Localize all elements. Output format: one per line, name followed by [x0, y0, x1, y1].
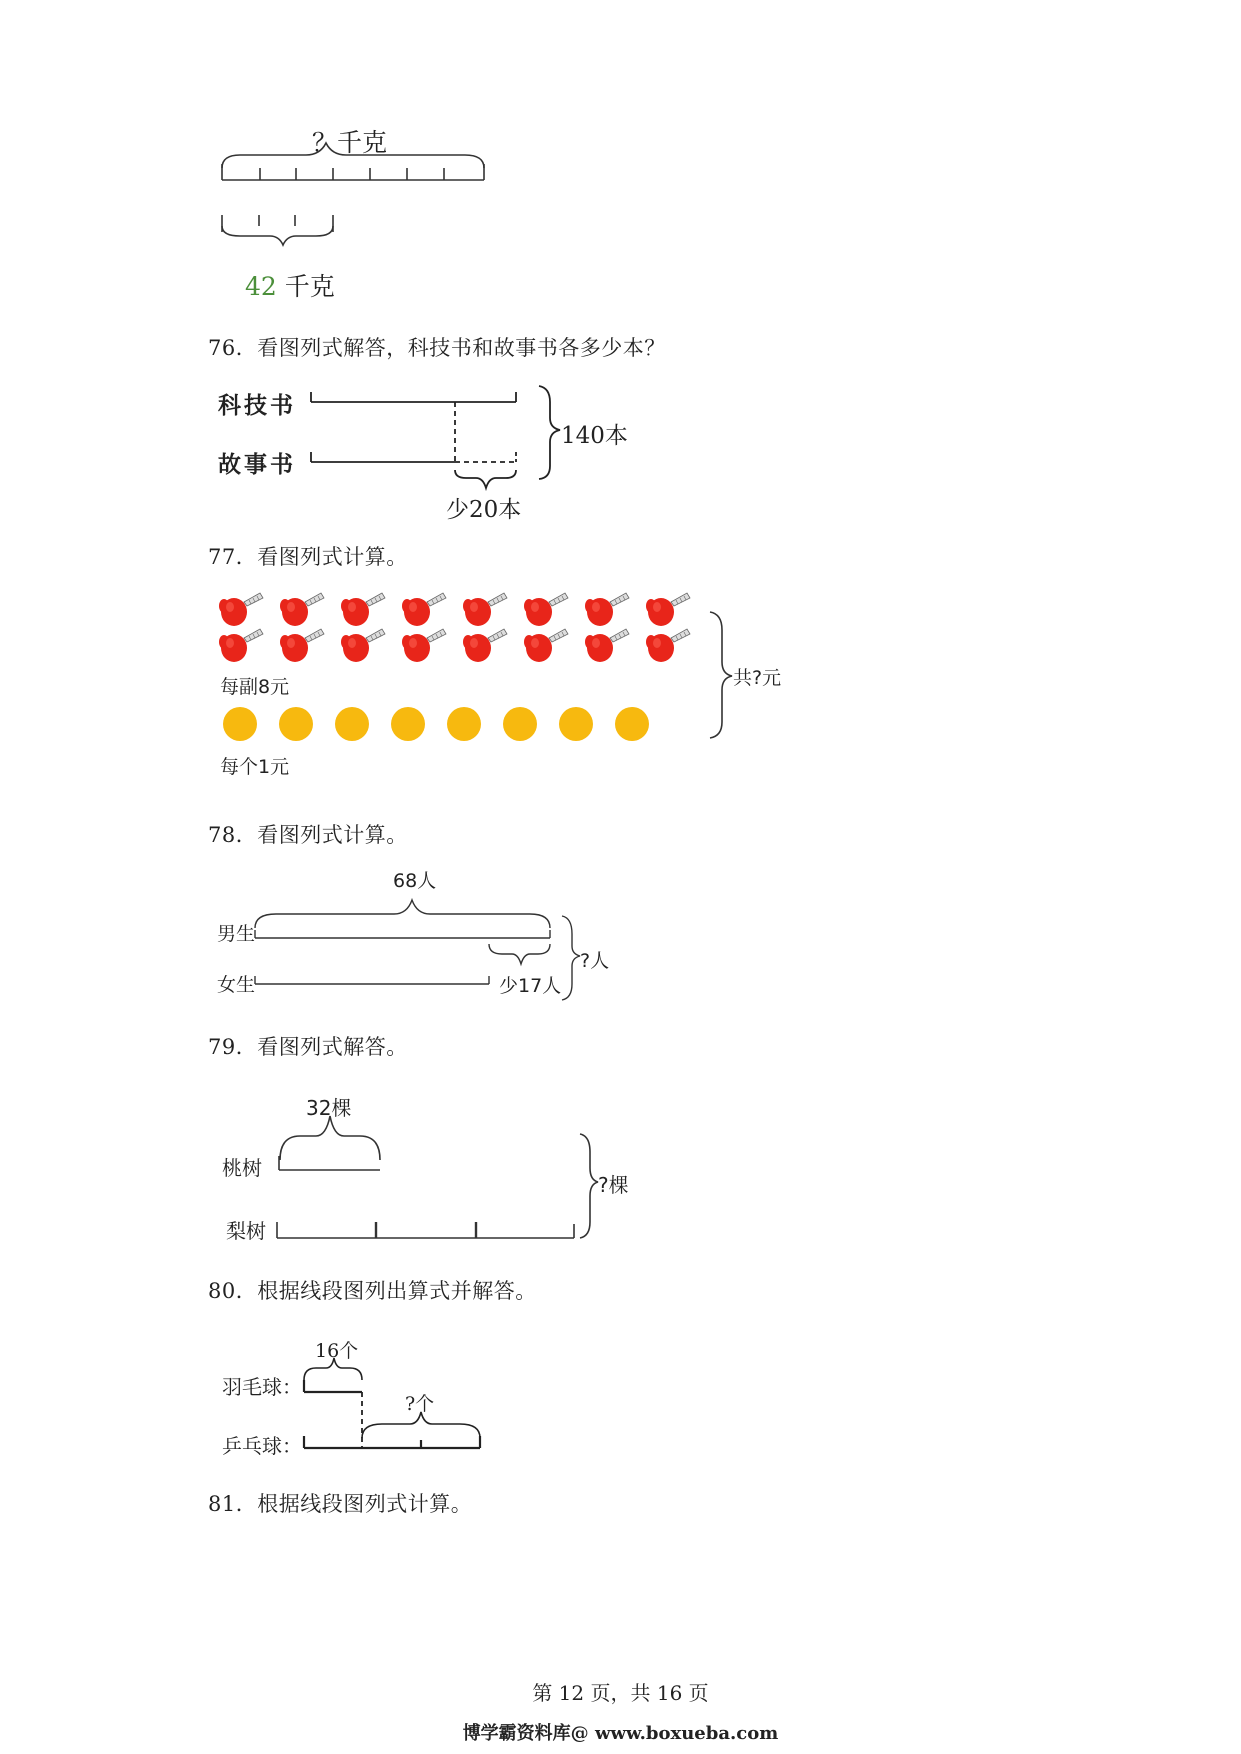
question-81: 81．根据线段图列式计算。: [208, 1492, 473, 1516]
q79-top-label: 32棵: [306, 1096, 352, 1120]
question-76: 76．看图列式解答，科技书和故事书各多少本？: [208, 336, 666, 360]
q79-pear-label: 梨树: [226, 1219, 266, 1243]
fig75-bottom-unit: 千克: [276, 272, 335, 301]
q79-total-label: ?棵: [598, 1173, 629, 1197]
fig75-bottom-num: 42: [245, 272, 277, 301]
q76-total-label: 140本: [561, 423, 628, 449]
q76-row1-label: 科技书: [218, 392, 296, 419]
fig75-top-label: ？千克: [312, 128, 388, 157]
question-80: 80．根据线段图列出算式并解答。: [208, 1279, 537, 1303]
q80-pingpong-label: 乒乓球：: [222, 1434, 302, 1458]
q78-girls-label: 女生: [217, 974, 256, 996]
q76-row2-label: 故事书: [218, 451, 296, 478]
q76-diff-label: 少20本: [446, 497, 522, 523]
q78-total-label: ?人: [580, 950, 610, 972]
question-77: 77．看图列式计算。: [208, 545, 408, 569]
q80-unknown-label: ?个: [405, 1393, 435, 1415]
q80-badminton-label: 羽毛球：: [222, 1375, 302, 1399]
question-79: 79．看图列式解答。: [208, 1035, 408, 1059]
q79-peach-label: 桃树: [222, 1156, 262, 1180]
q78-diff-label: 少17人: [499, 975, 562, 997]
q77-label-mitten: 每副8元: [220, 676, 290, 698]
q77-total-label: 共?元: [733, 667, 782, 689]
q78-top-label: 68人: [393, 870, 437, 892]
page-number: 第 12 页，共 16 页: [532, 1681, 709, 1705]
question-78: 78．看图列式计算。: [208, 823, 408, 847]
q80-top-label: 16个: [315, 1340, 359, 1362]
q78-boys-label: 男生: [217, 923, 256, 945]
q77-label-ball: 每个1元: [220, 756, 290, 778]
source-watermark: 博学霸资料库@ www.boxueba.com: [462, 1723, 779, 1744]
